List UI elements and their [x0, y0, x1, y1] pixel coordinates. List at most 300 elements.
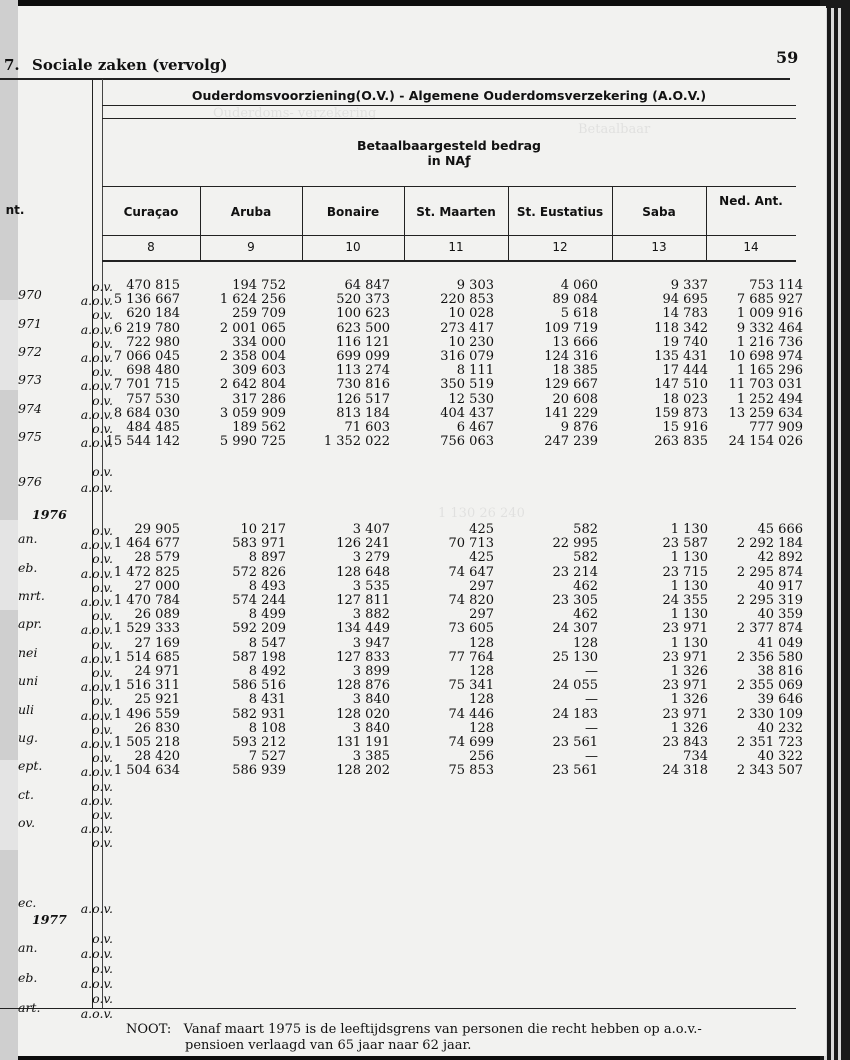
table-cell: 74 699 [448, 735, 494, 750]
row-type: o.v. [92, 579, 113, 595]
table-cell: 25 921 [134, 692, 180, 708]
table-cell: 24 355 [662, 593, 708, 608]
table-cell: 259 709 [232, 306, 286, 322]
table-cell: 128 [469, 635, 494, 651]
table-cell: 24 183 [552, 706, 598, 722]
table-cell: 582 [573, 522, 598, 537]
table-cell: 10 217 [240, 522, 286, 537]
table-cell: 586 939 [232, 763, 286, 779]
table-cell: 74 820 [448, 593, 494, 608]
table-cell: 3 279 [352, 550, 390, 566]
column-number: 14 [743, 240, 759, 254]
table-cell: 1 130 [670, 578, 708, 594]
table-cell: 24 307 [552, 621, 598, 637]
table-cell: 29 905 [134, 522, 180, 537]
table-cell: 3 535 [352, 578, 390, 594]
table-cell: 128 202 [336, 763, 390, 779]
table-cell: 26 089 [134, 607, 180, 623]
table-cell: 247 239 [544, 434, 598, 450]
row-type: a.o.v. [80, 406, 113, 422]
row-type: o.v. [92, 665, 113, 680]
table-cell: 1 326 [670, 664, 708, 679]
table-cell: 273 417 [440, 320, 494, 336]
subtitle-rule [102, 186, 796, 187]
table-cell: 24 154 026 [728, 434, 803, 450]
row-type: o.v. [92, 279, 113, 294]
table-cell: 23 561 [552, 735, 598, 750]
table-cell: 74 647 [448, 564, 494, 580]
table-cell: 9 332 464 [736, 320, 803, 336]
table-cell: 4 060 [560, 278, 598, 293]
table-cell: 8 493 [248, 578, 286, 594]
row-type: o.v. [92, 961, 113, 976]
row-period: ct. [18, 786, 34, 802]
table-cell: 9 337 [670, 278, 708, 293]
table-cell: 3 947 [352, 635, 390, 651]
table-cell: 100 623 [336, 306, 390, 322]
table-cell: 462 [573, 607, 598, 623]
row-period: 973 [18, 372, 42, 388]
colnum-rule [102, 260, 796, 262]
table-cell: 73 605 [448, 621, 494, 637]
table-cell: 109 719 [544, 320, 598, 336]
table-cell: 24 055 [552, 678, 598, 694]
table-cell: 582 [573, 550, 598, 566]
group-title: Ouderdomsvoorziening(O.V.) - Algemene Ouderdomsverzekering (A.O.V.) [191, 88, 707, 103]
row-period: 1977 [32, 912, 67, 927]
table-cell: 756 063 [440, 434, 494, 450]
table-cell: 574 244 [232, 593, 286, 608]
table-cell: 7 527 [248, 749, 286, 765]
table-cell: 1 009 916 [736, 306, 803, 322]
table-cell: 1 505 218 [113, 735, 180, 750]
table-cell: 147 510 [654, 377, 708, 393]
table-cell: 10 028 [448, 306, 494, 322]
row-type: a.o.v. [80, 821, 113, 837]
table-cell: 2 356 580 [736, 649, 803, 665]
table-cell: 334 000 [232, 334, 286, 350]
table-cell: 572 826 [232, 564, 286, 580]
table-cell: 42 892 [757, 550, 803, 566]
table-cell: 1 470 784 [113, 593, 180, 608]
table-cell: 11 703 031 [728, 377, 803, 393]
table-cell: 587 198 [232, 649, 286, 665]
row-type: a.o.v. [80, 480, 113, 495]
table-cell: 23 843 [662, 735, 708, 750]
table-cell: 1 326 [670, 692, 708, 708]
table-cell: 757 530 [126, 391, 180, 407]
table-cell: 7 701 715 [113, 377, 180, 393]
table-cell: 316 079 [440, 349, 494, 364]
table-cell: 1 352 022 [323, 434, 390, 450]
table-cell: 5 990 725 [219, 434, 286, 450]
left-margin-text: 7. [4, 56, 20, 74]
left-page-edge [0, 0, 18, 1060]
table-cell: 699 099 [336, 349, 390, 364]
table-cell: 24 318 [662, 763, 708, 779]
row-period: 971 [18, 315, 42, 331]
row-period: mrt. [18, 588, 45, 603]
row-type: o.v. [92, 807, 113, 822]
row-type: o.v. [92, 464, 113, 479]
row-type: a.o.v. [80, 707, 113, 723]
row-type: a.o.v. [80, 946, 113, 961]
subtitle-line-2: in NAƒ [427, 153, 471, 168]
row-type: o.v. [92, 421, 113, 436]
footnote-line-1: NOOT: Vanaf maart 1975 is de leeftijdsgrens van personen die recht hebben op a.o.v.- [126, 1022, 702, 1037]
colname-rule [102, 235, 796, 236]
row-type: o.v. [92, 721, 113, 737]
row-type: o.v. [92, 608, 113, 624]
row-period: apr. [18, 616, 43, 632]
table-cell: — [585, 664, 598, 679]
table-cell: 1 514 685 [113, 649, 180, 665]
table-cell: 753 114 [749, 278, 803, 293]
table-cell: 17 444 [662, 363, 708, 379]
table-cell: 462 [573, 578, 598, 594]
column-header: Saba [642, 205, 676, 219]
column-number: 12 [552, 240, 568, 254]
table-cell: 18 023 [662, 391, 708, 407]
table-cell: 24 971 [134, 664, 180, 679]
table-cell: — [585, 749, 598, 765]
table-cell: 126 517 [336, 391, 390, 407]
table-cell: 813 184 [336, 405, 390, 421]
table-cell: 1 252 494 [736, 391, 803, 407]
table-cell: 1 216 736 [736, 334, 803, 350]
table-cell: 623 500 [336, 320, 390, 336]
stub-header: nt. [5, 203, 25, 217]
table-cell: 297 [469, 607, 494, 623]
table-cell: 1 130 [670, 635, 708, 651]
table-cell: 6 467 [456, 420, 494, 435]
table-cell: 2 355 069 [736, 678, 803, 694]
table-cell: 128 [573, 635, 598, 651]
table-cell: 582 931 [232, 706, 286, 722]
table-cell: 23 214 [552, 564, 598, 580]
row-type: o.v. [92, 636, 113, 652]
table-cell: 128 [469, 664, 494, 679]
row-type: o.v. [92, 931, 113, 946]
row-period: ept. [18, 758, 43, 774]
row-period: 976 [18, 474, 42, 489]
column-header: Curaçao [123, 205, 179, 219]
table-cell: 39 646 [757, 692, 803, 708]
table-cell: 23 971 [662, 706, 708, 722]
column-header: St. Maarten [416, 205, 496, 219]
table-cell: 6 219 780 [113, 320, 180, 336]
table-cell: 470 815 [126, 278, 180, 293]
table-cell: 256 [469, 749, 494, 765]
table-cell: 1 529 333 [113, 621, 180, 637]
row-period: ec. [18, 895, 37, 910]
row-period: 974 [18, 400, 42, 416]
column-number: 9 [247, 240, 255, 254]
table-cell: 41 049 [757, 635, 803, 651]
table-cell: 116 121 [336, 334, 390, 350]
table-cell: 3 385 [352, 749, 390, 765]
table-cell: 128 020 [336, 706, 390, 722]
table-cell: 593 212 [232, 735, 286, 750]
subtitle-line-1: Betaalbaargesteld bedrag [357, 138, 541, 153]
table-cell: 118 342 [654, 320, 708, 336]
footnote-line-2: pensioen verlaagd van 65 jaar naar 62 jaar. [185, 1038, 472, 1053]
table-cell: 94 695 [662, 292, 708, 308]
table-cell: 3 882 [352, 607, 390, 623]
group-title-rule [102, 105, 796, 106]
table-cell: 592 209 [232, 621, 286, 637]
table-cell: 8 684 030 [113, 405, 180, 421]
row-period: ug. [18, 730, 39, 745]
table-cell: 127 811 [336, 593, 390, 608]
table-cell: 3 407 [352, 522, 390, 537]
table-cell: 194 752 [232, 278, 286, 293]
table-cell: 2 001 065 [219, 320, 286, 336]
table-cell: 8 499 [248, 607, 286, 623]
table-cell: 220 853 [440, 292, 494, 308]
table-cell: 23 971 [662, 678, 708, 694]
table-cell: 8 108 [248, 720, 286, 736]
column-number: 11 [448, 240, 464, 254]
table-cell: 28 579 [134, 550, 180, 566]
row-type: o.v. [92, 392, 113, 408]
table-cell: 75 341 [448, 678, 494, 694]
table-cell: 2 377 874 [736, 621, 803, 637]
table-cell: 64 847 [344, 278, 390, 293]
row-type: a.o.v. [80, 976, 113, 991]
table-cell: 141 229 [544, 405, 598, 421]
table-cell: 19 740 [662, 334, 708, 350]
table-cell: 3 840 [352, 692, 390, 708]
table-cell: 620 184 [126, 306, 180, 322]
table-cell: 13 259 634 [728, 405, 803, 421]
table-cell: 23 305 [552, 593, 598, 608]
table-cell: 10 698 974 [728, 349, 803, 364]
table-cell: 89 084 [552, 292, 598, 308]
row-period: nei [18, 644, 38, 660]
section-title: Sociale zaken (vervolg) [32, 56, 228, 74]
table-cell: 38 816 [757, 664, 803, 679]
table-cell: 28 420 [134, 749, 180, 765]
row-type: a.o.v. [80, 622, 113, 638]
row-type: o.v. [92, 991, 113, 1006]
table-cell: 1 464 677 [113, 536, 180, 552]
row-period: uni [18, 673, 39, 689]
table-cell: 124 316 [544, 349, 598, 364]
table-cell: 309 603 [232, 363, 286, 379]
row-type: a.o.v. [80, 435, 113, 451]
row-period: an. [18, 940, 38, 955]
table-cell: 10 230 [448, 334, 494, 350]
table-cell: 2 295 319 [736, 593, 803, 608]
table-cell: 8 431 [248, 692, 286, 708]
column-number: 8 [147, 240, 155, 254]
table-cell: 135 431 [654, 349, 708, 364]
footnote [126, 1022, 702, 1054]
column-number: 10 [345, 240, 361, 254]
row-type: a.o.v. [80, 350, 113, 365]
table-cell: 698 480 [126, 363, 180, 379]
column-header: Aruba [230, 205, 272, 219]
column-header: St. Eustatius [516, 205, 604, 219]
table-cell: 2 642 804 [219, 377, 286, 393]
table-cell: 1 624 256 [219, 292, 286, 308]
table-cell: 40 232 [757, 720, 803, 736]
row-type: a.o.v. [80, 1006, 113, 1021]
table-cell: 263 835 [654, 434, 708, 450]
row-type: o.v. [92, 364, 113, 380]
table-cell: 520 373 [336, 292, 390, 308]
row-period: 975 [18, 429, 42, 445]
table-cell: 14 783 [662, 306, 708, 322]
table-cell: 1 326 [670, 720, 708, 736]
table-cell: 128 648 [336, 564, 390, 580]
table-cell: 128 [469, 692, 494, 708]
row-type: o.v. [92, 307, 113, 323]
table-cell: 3 059 909 [219, 405, 286, 421]
row-type: a.o.v. [80, 321, 113, 337]
column-header: Bonaire [326, 205, 380, 219]
table-cell: 734 [683, 749, 708, 765]
table-cell: 425 [469, 522, 494, 537]
table-cell: 13 666 [552, 334, 598, 350]
row-type: a.o.v. [80, 764, 113, 780]
table-cell: 350 519 [440, 377, 494, 393]
table-cell: 2 295 874 [736, 564, 803, 580]
table-cell: 40 917 [757, 578, 803, 594]
table-cell: 15 544 142 [105, 434, 180, 450]
table-bottom-rule [0, 1008, 796, 1009]
table-cell: 8 111 [456, 363, 494, 379]
table-cell: 189 562 [232, 420, 286, 435]
table-cell: 2 292 184 [736, 536, 803, 552]
table-cell: 27 000 [134, 578, 180, 594]
table-cell: 730 816 [336, 377, 390, 393]
row-type: o.v. [92, 778, 113, 794]
table-cell: 777 909 [749, 420, 803, 435]
table-cell: 23 561 [552, 763, 598, 779]
row-type: a.o.v. [80, 594, 113, 609]
table-cell: 9 876 [560, 420, 598, 435]
table-cell: 1 504 634 [113, 763, 180, 779]
table-cell: 126 241 [336, 536, 390, 552]
row-type: a.o.v. [80, 736, 113, 751]
table-cell: 3 899 [352, 664, 390, 679]
table-cell: 3 840 [352, 720, 390, 736]
row-period: 1976 [32, 507, 67, 522]
column-header: Ned. Ant. [719, 194, 783, 208]
group-title-rule-2 [102, 118, 796, 119]
table-cell: 159 873 [654, 405, 708, 421]
row-period: art. [18, 1000, 41, 1015]
table-cell: 20 608 [552, 391, 598, 407]
row-period: eb. [18, 559, 38, 575]
column-number: 13 [651, 240, 667, 254]
table-cell: 113 274 [336, 363, 390, 379]
table-cell: 583 971 [232, 536, 286, 552]
table-cell: 2 343 507 [736, 763, 803, 779]
table-cell: 128 876 [336, 678, 390, 694]
table-cell: 1 165 296 [736, 363, 803, 379]
row-type: a.o.v. [80, 901, 113, 916]
table-cell: 45 666 [757, 522, 803, 537]
table-cell: 2 351 723 [736, 735, 803, 750]
table-cell: 12 530 [448, 391, 494, 407]
table-cell: 22 995 [552, 536, 598, 552]
row-type: a.o.v. [80, 565, 113, 581]
table-cell: 404 437 [440, 405, 494, 421]
table-cell: 5 618 [560, 306, 598, 322]
table-cell: 1 496 559 [113, 706, 180, 722]
row-period: 970 [18, 287, 42, 303]
table-cell: 131 191 [336, 735, 390, 750]
table-cell: 127 833 [336, 649, 390, 665]
table-cell: 18 385 [552, 363, 598, 379]
row-type: o.v. [92, 693, 113, 709]
table-cell: 25 130 [552, 649, 598, 665]
table-cell: 722 980 [126, 334, 180, 350]
table-cell: 2 330 109 [736, 706, 803, 722]
row-type: o.v. [92, 835, 113, 851]
table-cell: 23 587 [662, 536, 708, 552]
table-cell: 26 830 [134, 720, 180, 736]
table-cell: 1 516 311 [113, 678, 180, 694]
table-cell: 425 [469, 550, 494, 566]
table-cell: 8 897 [248, 550, 286, 566]
table-cell: — [585, 720, 598, 736]
row-type: o.v. [92, 523, 113, 538]
page-number: 59 [776, 48, 799, 67]
table-cell: 9 303 [456, 278, 494, 293]
table-cell: 75 853 [448, 763, 494, 779]
row-period: an. [18, 531, 38, 547]
table-cell: 74 446 [448, 706, 494, 722]
header-rule [0, 78, 790, 80]
document-page: 7. Sociale zaken (vervolg) 59 Ouderdomsvoorziening(O.V.) - Algemene Ouderdomsverzekering (A.O.V.) Betaalbaargesteld bedrag in NAƒ nt. Curaçao 8 Aruba 9 Bonaire 10 St. Maarten 11 St. Eustatius 12 Saba 13 Ned. Ant. 14 o.v. 470 815 194 752 64 847 9 303 4 060 9 337 753 114 970 a.o.v. 5 136 667 1 624 256 520 373 220 853 89 084 94 695 7 685 927 o.v. 620 184 259 709 100 623 10 028 5 618 14 783 1 009 916 971 a.o.v. 6 219 780 2 001 065 623 500 273 417 109 719 118 342 9 332 464 o.v. 722 980 334 000 116 121 10 230 13 666 19 740 1 216 736 972 a.o.v. 7 066 045 2 358 004 699 099 316 079 124 316 135 431 10 698 974 o.v. 698 480 309 603 113 274 8 111 18 385 17 444 1 165 296 973 a.o.v. 7 701 715 2 642 804 730 816 350 519 129 667 147 510 11 703 031 o.v. 757 530 317 286 126 517 12 530 20 608 18 023 1 252 494 974 a.o.v. 8 684 030 3 059 909 813 184 404 437 141 229 159 873 13 259 634 o.v. 484 485 189 562 71 603 6 467 9 876 15 916 777 909 975 a.o.v. 15 544 142 5 990 725 1 352 022 756 063 247 239 263 835 24 154 026 o.v. 976 a.o.v. 1976 o.v. 29 905 10 217 3 407 425 582 1 130 45 666 an. a.o.v. 1 464 677 583 971 126 241 70 713 22 995 23 587 2 292 184 o.v. 28 579 8 897 3 279 425 582 1 130 42 892 eb. a.o.v. 1 472 825 572 826 128 648 74 647 23 214 23 715 2 295 874 o.v. 27 000 8 493 3 535 297 462 1 130 40 917 mrt. a.o.v. 1 470 784 574 244 127 811 74 820 23 305 24 355 2 295 319 o.v. 26 089 8 499 3 882 297 462 1 130 40 359 apr. a.o.v. 1 529 333 592 209 134 449 73 605 24 307 23 971 2 377 874 o.v. 27 169 8 547 3 947 128 128 1 130 41 049 nei a.o.v. 1 514 685 587 198 127 833 77 764 25 130 23 971 2 356 580 o.v. 24 971 8 492 3 899 128 — 1 326 38 816 uni a.o.v. 1 516 311 586 516 128 876 75 341 24 055 23 971 2 355 069 o.v. 25 921 8 431 3 840 128 — 1 326 39 646 uli a.o.v. 1 496 559 582 931 128 020 74 446 24 183 23 971 2 330 109 o.v. 26 830 8 108 3 840 128 — 1 326 40 232 ug. a.o.v. 1 505 218 593 212 131 191 74 699 23 561 23 843 2 351 723 o.v. 28 420 7 527 3 385 256 — 734 40 322 ept. a.o.v. 1 504 634 586 939 128 202 75 853 23 561 24 318 2 343 507 o.v. ct. a.o.v. o.v. ov. a.o.v. o.v. ec. a.o.v. 1977 o.v. an. a.o.v. o.v. eb. a.o.v. o.v. art. a.o.v. Ouderdoms- verzekering Betaalbaar 1 130 26 240 NOOT: Vanaf maart 1975 is de leeftijdsgrens van personen die recht hebben op a.o.v.- pensioen verlaagd van 65 jaar naar 62 jaar. [18, 6, 826, 1056]
table-cell: 5 136 667 [113, 292, 180, 308]
row-period: eb. [18, 970, 38, 985]
table-cell: 317 286 [232, 391, 286, 407]
table-cell: 1 130 [670, 607, 708, 623]
table-cell: 484 485 [126, 420, 180, 435]
table-cell: 23 971 [662, 621, 708, 637]
table-cell: 15 916 [662, 420, 708, 435]
row-type: a.o.v. [80, 792, 113, 808]
table-cell: 23 715 [662, 564, 708, 580]
table-cell: 77 764 [448, 649, 494, 665]
table-cell: 7 066 045 [113, 349, 180, 364]
row-period: uli [18, 701, 35, 717]
table-cell: 128 [469, 720, 494, 736]
table-cell: 40 322 [757, 749, 803, 765]
table-cell: 71 603 [344, 420, 390, 435]
table-cell: 8 547 [248, 635, 286, 651]
table-cell: 1 472 825 [113, 564, 180, 580]
table-cell: 27 169 [134, 635, 180, 651]
row-type: a.o.v. [80, 293, 113, 309]
table-cell: 134 449 [336, 621, 390, 637]
table-cell: 586 516 [232, 678, 286, 694]
row-type: o.v. [92, 335, 113, 351]
table-cell: 7 685 927 [736, 292, 803, 308]
row-period: 972 [18, 344, 42, 359]
table-cell: 129 667 [544, 377, 598, 393]
table-cell: 8 492 [248, 664, 286, 679]
row-period: ov. [18, 815, 36, 831]
row-type: a.o.v. [80, 650, 113, 666]
table-cell: 2 358 004 [219, 349, 286, 364]
table-cell: 1 130 [670, 550, 708, 566]
